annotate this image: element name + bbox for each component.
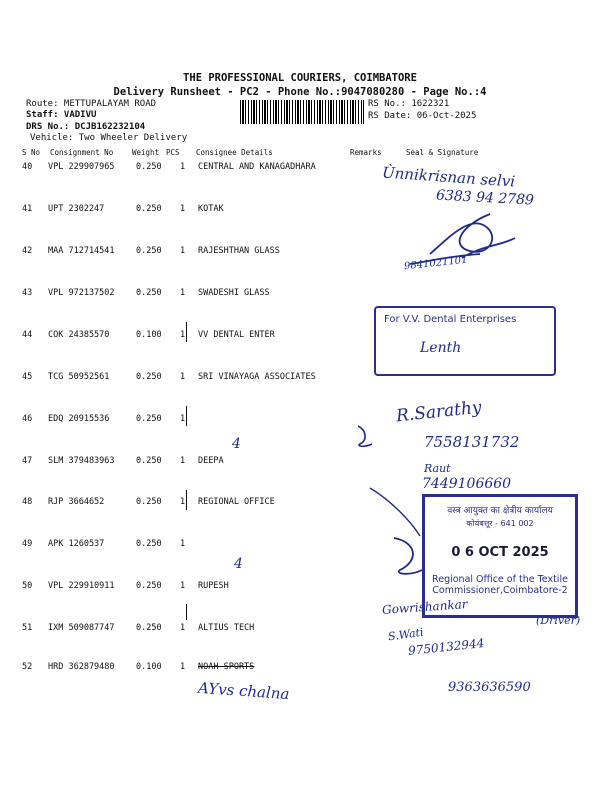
- separator-line: [186, 604, 187, 620]
- sno: 44: [22, 330, 33, 340]
- handwritten-note: Raut: [424, 462, 451, 475]
- stamp-text: For V.V. Dental Enterprises: [384, 314, 517, 325]
- sno: 50: [22, 581, 33, 591]
- weight: 0.250: [136, 204, 162, 214]
- handwritten-phone: 7558131732: [424, 433, 520, 451]
- sno: 41: [22, 204, 33, 214]
- sno: 46: [22, 414, 33, 424]
- regional-office-stamp: [422, 494, 578, 618]
- consignee: VV DENTAL ENTER: [198, 330, 275, 340]
- col-pcs: PCS: [166, 148, 180, 157]
- weight: 0.250: [136, 372, 162, 382]
- pcs: 1: [180, 162, 186, 172]
- weight: 0.250: [136, 581, 162, 591]
- sno: 49: [22, 539, 33, 549]
- consignee: CENTRAL AND KANAGADHARA: [198, 162, 316, 172]
- consignment-no: EDQ 20915536: [48, 414, 110, 424]
- separator-line: [186, 322, 187, 342]
- rs-number: RS No.: 1622321: [368, 99, 450, 109]
- stamp-date: 0 6 OCT 2025: [451, 545, 549, 560]
- staff-label: Staff: VADIVU: [26, 110, 97, 120]
- consignment-no: VPL 229907965: [48, 162, 115, 172]
- sno: 40: [22, 162, 33, 172]
- stamp-text: वस्त्र आयुक्त का क्षेत्रीय कार्यालय: [447, 506, 553, 516]
- consignee: RUPESH: [198, 581, 229, 591]
- pcs: 1: [180, 246, 186, 256]
- weight: 0.250: [136, 623, 162, 633]
- signature-scribble: [350, 422, 380, 452]
- handwritten-phone: 9363636590: [448, 680, 531, 695]
- consignee: NOAH SPORTS: [198, 662, 255, 672]
- consignment-no: APK 1260537: [48, 539, 105, 549]
- handwritten-name: S.Wati: [387, 625, 425, 644]
- route-label: Route: METTUPALAYAM ROAD: [26, 99, 157, 109]
- pcs: 1: [180, 372, 186, 382]
- consignment-no: HRD 362879480: [48, 662, 115, 672]
- sno: 45: [22, 372, 33, 382]
- consignee: REGIONAL OFFICE: [198, 497, 275, 507]
- pcs: 1: [180, 581, 186, 591]
- stamp-text: Regional Office of the Textile: [432, 574, 568, 585]
- pcs: 1: [180, 662, 186, 672]
- consignee: KOTAK: [198, 204, 224, 214]
- weight: 0.250: [136, 456, 162, 466]
- stamp-text: Commissioner,Coimbatore-2: [432, 585, 568, 596]
- consignee: RAJESHTHAN GLASS: [198, 246, 280, 256]
- weight: 0.100: [136, 330, 162, 340]
- consignment-no: COK 24385570: [48, 330, 110, 340]
- handwritten-mark: 4: [234, 556, 243, 572]
- rs-date: RS Date: 06-Oct-2025: [368, 111, 477, 121]
- pcs: 1: [180, 288, 186, 298]
- barcode: [240, 100, 364, 124]
- col-seal: Seal & Signature: [406, 148, 479, 157]
- separator-line: [186, 490, 187, 510]
- consignee: SWADESHI GLASS: [198, 288, 270, 298]
- sno: 47: [22, 456, 33, 466]
- consignee: DEEPA: [198, 456, 224, 466]
- consignment-no: TCG 50952561: [48, 372, 110, 382]
- handwritten-name: Ùnnikrisnan selvi: [381, 163, 516, 191]
- pcs: 1: [180, 414, 186, 424]
- drs-label: DRS No.: DCJB162232104: [26, 122, 146, 132]
- signature-scribble: [390, 206, 520, 276]
- weight: 0.250: [136, 162, 162, 172]
- handwritten-signature: Lenth: [420, 340, 462, 356]
- runsheet-title: Delivery Runsheet - PC2 - Phone No.:9047080280 - Page No.:4: [113, 86, 487, 98]
- weight: 0.250: [136, 246, 162, 256]
- handwritten-name: Gowrishankar: [381, 597, 468, 617]
- consignment-no: VPL 229910911: [48, 581, 115, 591]
- consignment-no: VPL 972137502: [48, 288, 115, 298]
- weight: 0.250: [136, 414, 162, 424]
- weight: 0.250: [136, 288, 162, 298]
- weight: 0.100: [136, 662, 162, 672]
- consignment-no: RJP 3664652: [48, 497, 105, 507]
- weight: 0.250: [136, 539, 162, 549]
- handwritten-signature: AYvs chalna: [197, 678, 291, 704]
- consignment-no: SLM 379483963: [48, 456, 115, 466]
- handwritten-phone: 7449106660: [422, 476, 512, 492]
- consignee: SRI VINAYAGA ASSOCIATES: [198, 372, 316, 382]
- sno: 51: [22, 623, 33, 633]
- handwritten-mark: 4: [232, 436, 241, 452]
- pcs: 1: [180, 456, 186, 466]
- pcs: 1: [180, 623, 186, 633]
- weight: 0.250: [136, 497, 162, 507]
- pcs: 1: [180, 497, 186, 507]
- vv-dental-stamp: [374, 306, 556, 376]
- col-remarks: Remarks: [350, 148, 382, 157]
- handwritten-name: R.Sarathy: [395, 397, 483, 427]
- separator-line: [186, 406, 187, 426]
- col-weight: Weight: [132, 148, 160, 157]
- col-sno: S No: [22, 148, 41, 157]
- consignment-no: MAA 712714541: [48, 246, 115, 256]
- sno: 43: [22, 288, 33, 298]
- pcs: 1: [180, 330, 186, 340]
- handwritten-phone: 9841021101: [403, 254, 469, 273]
- stamp-text: कोयंबत्तूर - 641 002: [466, 519, 534, 528]
- pcs: 1: [180, 539, 186, 549]
- col-consignment: Consignment No: [50, 148, 114, 157]
- pcs: 1: [180, 204, 186, 214]
- handwritten-phone: 6383 94 2789: [435, 187, 535, 209]
- handwritten-phone: 9750132944: [407, 636, 485, 658]
- sno: 48: [22, 497, 33, 507]
- consignee: ALTIUS TECH: [198, 623, 255, 633]
- col-consignee: Consignee Details: [196, 148, 273, 157]
- handwritten-note: (Driver): [536, 614, 581, 627]
- company-title: THE PROFESSIONAL COURIERS, COIMBATORE: [183, 72, 417, 84]
- consignment-no: UPT 2302247: [48, 204, 105, 214]
- vehicle-label: Vehicle: Two Wheeler Delivery: [30, 133, 188, 143]
- sno: 42: [22, 246, 33, 256]
- sno: 52: [22, 662, 33, 672]
- consignment-no: IXM 509087747: [48, 623, 115, 633]
